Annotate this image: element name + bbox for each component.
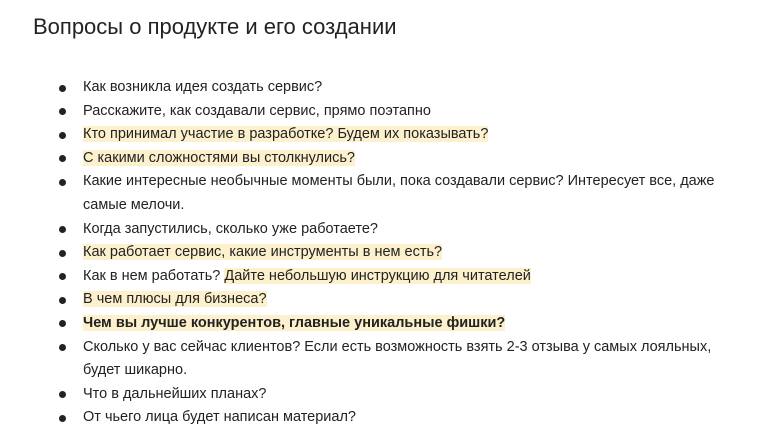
list-item-text: Расскажите, как создавали сервис, прямо поэтапно (83, 102, 431, 119)
list-item-text: Когда запустились, сколько уже работаете? (83, 220, 378, 237)
bullet-icon (59, 155, 66, 162)
list-item-text-highlighted: В чем плюсы для бизнеса? (83, 291, 267, 308)
list-item (0, 241, 768, 265)
list-item (0, 288, 768, 312)
bullet-icon (59, 226, 66, 233)
list-item-text: От чьего лица будет написан материал? (83, 409, 356, 426)
list-item-text: Что в дальнейших планах? (83, 385, 267, 402)
list-item-text-highlighted: Дайте небольшую инструкцию для читателей (224, 267, 531, 284)
bullet-icon (59, 132, 66, 139)
list-item (0, 123, 768, 147)
list-item (0, 147, 768, 171)
bullet-icon (59, 108, 66, 115)
list-item (0, 406, 768, 430)
list-item-text-highlighted: Кто принимал участие в разработке? Будем их показывать? (83, 126, 489, 143)
page-title: Вопросы о продукте и его создании (33, 14, 397, 39)
bullet-icon (59, 250, 66, 257)
list-item-text: Как возникла идея создать сервис? (83, 79, 323, 95)
bullet-icon (59, 320, 66, 327)
list-item-text-highlighted: С какими сложностями вы столкнулись? (83, 149, 355, 166)
bullet-icon (59, 179, 66, 186)
list-item-text: Какие интересные необычные моменты были, пока создавали сервис? Интересует все, даже самые мелочи. (83, 173, 715, 213)
list-item (0, 76, 768, 100)
list-item (0, 265, 768, 289)
bullet-icon (59, 273, 66, 280)
list-item (0, 218, 768, 242)
bullet-icon (59, 344, 66, 351)
list-item-text: Как в нем работать? (83, 267, 225, 284)
bullet-icon (59, 297, 66, 304)
list-item (0, 170, 768, 217)
list-item-text: Сколько у вас сейчас клиентов? Если есть возможность взять 2-3 отзыва у самых лояльных, будет шикарно. (83, 338, 712, 379)
list-item (0, 383, 768, 407)
bullet-icon (59, 85, 66, 92)
bullet-icon (59, 415, 66, 422)
list-item-text-highlighted: Как работает сервис, какие инструменты в нем есть? (83, 244, 443, 261)
list-item (0, 312, 768, 336)
list-item (0, 336, 768, 383)
list-item (0, 100, 768, 124)
list-item-text-highlighted-bold: Чем вы лучше конкурентов, главные уникальные фишки? (83, 314, 506, 331)
questions-list (0, 76, 768, 430)
bullet-icon (59, 391, 66, 398)
